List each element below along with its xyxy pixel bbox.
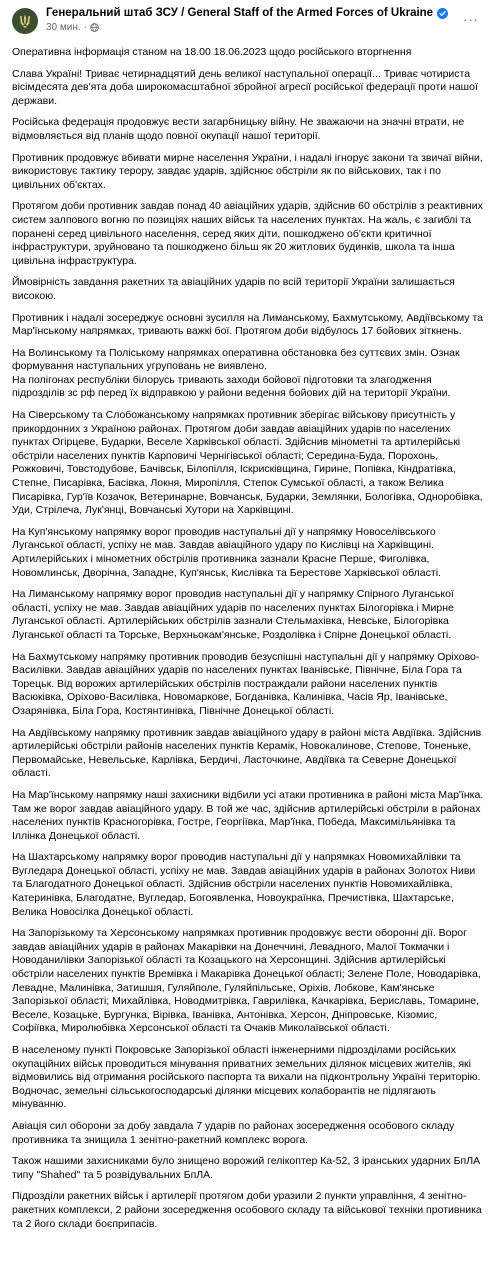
page-avatar[interactable] bbox=[12, 8, 38, 34]
globe-icon bbox=[90, 23, 99, 32]
post-timestamp[interactable]: 30 мин. bbox=[46, 22, 81, 33]
paragraph: На Волинському та Поліському напрямках оперативна обстановка без суттєвих змін. Ознак формування наступальних угруповань не виявлено. bbox=[12, 346, 460, 373]
paragraph: На Шахтарському напрямку ворог проводив наступальні дії у напрямках Новомихайлівки та Вугледара Донецької області, успіху не мав. Завдав авіаційних ударів в районах Золотох Ниви та Благодатного Донецької області. Здійснив обстріли населених пунктів Новомихайлівка, Катеринівка, Благодатне, Вугледар, Богоявленка, Новоукраїнка, Пречистівка, Шахтарське, Велика Новосілка Донецької області. bbox=[12, 851, 476, 918]
paragraph: На Мар'їнському напрямку наші захисники відбили усі атаки противника в районі міста Мар'їнка. Там же ворог завдав авіаційного удару. В той же час, здійснив артилерійські обстріли в районах населених пунктів Красногорівка, Гостре, Георгіївка, Мар'їнка, Победа, Максимільянівка та Іллінка Донецької області. bbox=[12, 788, 484, 842]
post-header bbox=[12, 6, 484, 42]
page-name[interactable]: Генеральний штаб ЗСУ / General Staff of the Armed Forces of Ukraine bbox=[46, 7, 434, 19]
paragraph: Противник продовжує вбивати мирне населення України, і надалі ігнорує закони та звичаї війни, використовує тактику терору, завдає ударів, здійснює обстріли як по військових, так і по цивільних об'єктах. bbox=[12, 151, 483, 191]
more-options-icon[interactable]: ··· bbox=[463, 11, 479, 27]
paragraph: На Бахмутському напрямку противник проводив безуспішні наступальні дії у напрямку Оріхово-Василівки. Завдав авіаційних ударів по населених пунктах Іванівське, Північне, Біла Гора та Торецьк. Від ворожих артилерійських обстрілів постраждали райони населених пунктів Васюківка, Оріхово-Василівка, Новомаркове, Богданівка, Калинівка, Часів Яр, Іванівське, Озарянівка, Біла Гора, Костянтинівка, Північне Донецької області. bbox=[12, 650, 480, 717]
meta-separator: · bbox=[83, 22, 88, 33]
paragraph: На полігонах республіки білорусь тривають заходи бойової підготовки та злагодження підрозділів зс рф перед їх відправкою у райони ведення бойових дій на території України. bbox=[12, 373, 451, 400]
paragraph: Слава Україні! Триває четирнадцятий день великої наступальної операції... Триває чотириста вісімдесята дев'ята доба широкомасштабної збройної агресії російської федерації проти нашої держави. bbox=[12, 67, 478, 107]
paragraph: Ймовірність завдання ракетних та авіаційних ударів по всій території України залишається високою. bbox=[12, 276, 455, 302]
paragraph: На Лиманському напрямку ворог проводив наступальні дії у напрямку Спірного Луганської області, успіху не мав. Завдав авіаційних ударів по населених пунктах Білогорівка і Мирне Луганської області. Артилерійських обстрілів зазнали Стельмахівка, Невське, Білогорівка Луганської області та Торське, Верхньокам'янське, Роздолівка і Спірне Донецької області. bbox=[12, 588, 454, 641]
paragraph: На Авдіївському напрямку противник завдав авіаційного удару в районі міста Авдіївка. Здійснив артилерійські обстріли районів населених пунктів Керамік, Новокалинове, Степове, Тоненьке, Первомайське, Невельське, Карлівка, Бердичі, Ласточкине, Авдіївка та Северне Донецької області. bbox=[12, 726, 482, 780]
paragraph: Авіація сил оборони за добу завдала 7 ударів по районах зосередження особового складу противника та знищила 1 зенітно-ракетний комплекс ворога. bbox=[12, 1119, 455, 1146]
paragraph: На Запорізькому та Херсонському напрямках противник продовжує вести оборонні дії. Ворог завдав авіаційних ударів в районах Макарівки на Донеччині, Левадного, Малої Токмачки і Новоданилівки Запорізької області та Козацького на Херсонщині. Здійснив артилерійські обстріли населених пунктів Времівка і Макарівка Донецької області; Зелене Поле, Новодарівка, Левадне, Малинівка, Затишшя, Гуляйполе, Гуляйпільське, Оріхів, Лобкове, Кам'янське Запорізької області; Михайлівка, Новодмитрівка, Гаврилівка, Качкарівка, Бериславь, Томарине, Веселе, Козацьке, Бургунка, Вірівка, Іванівка, Антонівка, Херсон, Дніпровське, Кізомис, Софіївка, Миролюбівка Херсонської області та Очаків Миколаївської області. bbox=[12, 927, 481, 1035]
post-meta bbox=[46, 21, 484, 34]
post-content bbox=[12, 46, 484, 1231]
verified-badge-icon bbox=[437, 8, 448, 19]
paragraph: Також нашими захисниками було знищено ворожий гелікоптер Ка-52, 3 іранських ударних БпЛА типу "Shahed" та 5 розвідувальних БпЛА. bbox=[12, 1155, 481, 1181]
author-block bbox=[46, 6, 484, 34]
paragraph: Противник і надалі зосереджує основні зусилля на Лиманському, Бахмутському, Авдіївському та Мар'їнському напрямках, тривають важкі бої. Протягом доби відбулось 17 бойових зіткнень. bbox=[12, 311, 483, 338]
paragraph: Протягом доби противник завдав понад 40 авіаційних ударів, здійснив 60 обстрілів з реактивних систем залпового вогню по позиціях наших військ та населених пунктах. На жаль, є загиблі та поранені серед цивільного населення, серед яких діти, пошкоджено об'єкти критичної інфраструктури, зруйновано та пошкоджено більш як 20 житлових будинків, школа та інша цивільна інфраструктура. bbox=[12, 200, 483, 267]
paragraph: На Сіверському та Слобожанському напрямках противник зберігає військову присутність у прикордонних з Україною районах. Протягом доби завдав авіаційних ударів по населених пунктах Огірцеве, Бударки, Веселе Харківської області. Здійснив мінометні та артилерійські обстріли населених пунктів Карповичі Чернігівської області; Середина-Буда, Порохонь, Рожковичі, Товстодубове, Бачівськ, Білопілля, Іскрисківщина, Гирине, Попівка, Кіндратівка, Степне, Писарівка, Басівка, Локня, Миропілля, Степок Сумської області, а також Велика Писарівка, Гур'їв Козачок, Ветеринарне, Вовчанськ, Бударки, Землянки, Бологівка, Одноробівка, Уди, Стрілеча, Лук'янці, Вовчанські Хутори на Харківщині. bbox=[12, 409, 483, 517]
paragraph: Російська федерація продовжує вести загарбницьку війну. Не зважаючи на значні втрати, не відмовляється від планів щодо повної окупації нашої території. bbox=[12, 116, 465, 142]
paragraph: Водночас, земельні сільськогосподарські ділянки місцевих колаборантів не підлягають мінуванню. bbox=[12, 1084, 436, 1111]
paragraph: В населеному пункті Покровське Запорізької області інженерними підрозділами російських окупаційних військ проводиться мінування приватних земельних ділянок місцевих жителів, які відмовились від отримання російського паспорта та вихали на підконтрольну Україні територію. bbox=[12, 1044, 481, 1084]
trident-emblem-icon bbox=[17, 13, 33, 29]
paragraph-heading: Оперативна інформація станом на 18.00 18.06.2023 щодо російського вторгнення bbox=[12, 46, 412, 58]
paragraph: Підрозділи ракетних військ і артилерії протягом доби уразили 2 пункти управління, 4 зенітно-ракетних комплекси, 2 райони зосередження особового складу та військової техніки противника та 2 його склади боєприпасів. bbox=[12, 1190, 482, 1230]
paragraph: На Куп'янському напрямку ворог проводив наступальні дії у напрямку Новоселівського Луганської області, успіху не мав. Завдав авіаційного удару по Кислівці на Харківщині. Артилерійських і мінометних обстрілів противника зазнали Красне Перше, Фиголівка, Новомлинськ, Дворічна, Западне, Куп'янськ, Кислівка та Берестове Харківської області. bbox=[12, 525, 441, 579]
author-line bbox=[46, 6, 484, 20]
